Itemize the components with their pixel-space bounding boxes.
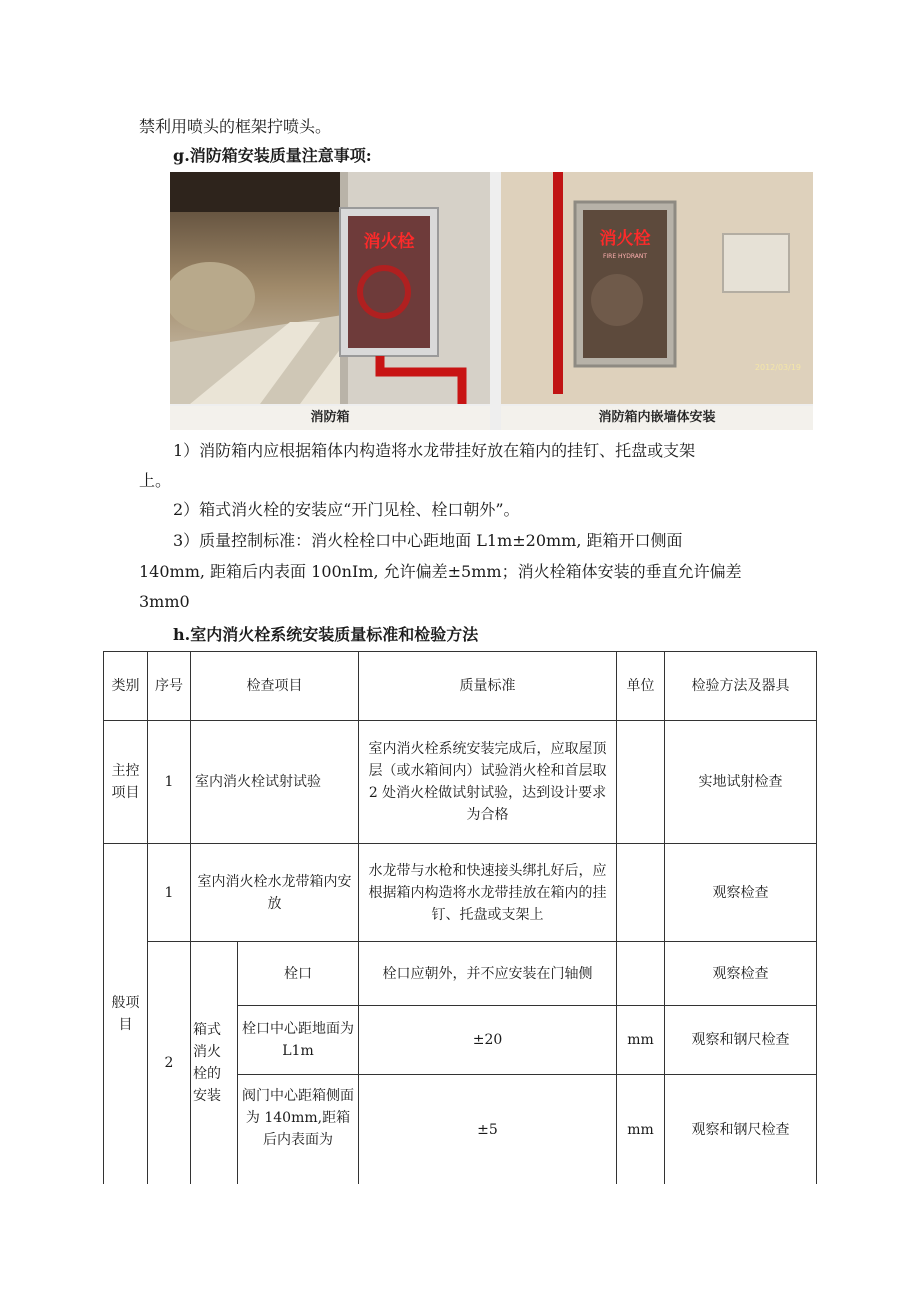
table-row	[104, 942, 817, 1006]
quality-standard-table	[103, 651, 817, 1185]
item-2: 2）箱式消火栓的安装应“开门见栓、栓口朝外”。	[173, 500, 520, 519]
general-row2-sub1-method: 观察检查	[665, 942, 817, 1006]
header-category: 类别	[104, 652, 148, 721]
sign-subtext-right: FIRE HYDRANT	[602, 253, 648, 260]
main-unit	[617, 721, 665, 844]
general-row2-seq: 2	[148, 942, 191, 1185]
main-method: 实地试射检查	[665, 721, 817, 844]
sign-text-left: 消火栓	[363, 232, 415, 252]
header-standard: 质量标准	[359, 652, 617, 721]
general-category: 般项目	[104, 844, 148, 1185]
item-1-line-b: 上。	[139, 471, 172, 490]
page-bottom-mask	[100, 1184, 820, 1301]
general-row2-sub1-item: 栓口	[238, 942, 359, 1006]
sign-text-right: 消火栓	[599, 229, 651, 249]
general-row1-seq: 1	[148, 844, 191, 942]
general-row2-sub3-standard: ±5	[359, 1075, 617, 1185]
main-standard: 室内消火栓系统安装完成后，应取屋顶层（或水箱间内）试验消火栓和首层取 2 处消火栓做试射试验，达到设计要求为合格	[359, 721, 617, 844]
photo-recessed-box	[501, 172, 813, 404]
photo-recessed-box-svg	[501, 172, 813, 404]
text-line-1: 禁利用喷头的框架拧喷头。	[139, 117, 332, 136]
section-g-heading: g.消防箱安装质量注意事项:	[173, 146, 372, 165]
item-1-line-a: 1）消防箱内应根据箱体内构造将水龙带挂好放在箱内的挂钉、托盘或支架	[173, 441, 696, 460]
header-unit: 单位	[617, 652, 665, 721]
photo-figure	[170, 172, 813, 430]
photo-fire-box	[170, 172, 490, 404]
general-row2-sub2-unit: mm	[617, 1006, 665, 1075]
general-row2-sub3-unit: mm	[617, 1075, 665, 1185]
photo-fire-box-svg	[170, 172, 490, 404]
caption-recessed-box: 消防箱内嵌墙体安装	[501, 406, 813, 430]
general-row2-sub1-unit	[617, 942, 665, 1006]
table-row	[104, 721, 817, 844]
date-stamp: 2012/03/19	[754, 363, 801, 372]
general-row1-standard: 水龙带与水枪和快速接头绑扎好后，应根据箱内构造将水龙带挂放在箱内的挂钉、托盘或支架上	[359, 844, 617, 942]
caption-fire-box: 消防箱	[170, 406, 490, 430]
table-header-row	[104, 652, 817, 721]
item-3-line-b: 140mm, 距箱后内表面 100nIm, 允许偏差±5mm；消火栓箱体安装的垂直允许偏差	[139, 562, 742, 581]
header-seq: 序号	[148, 652, 191, 721]
section-h-heading: h.室内消火栓系统安装质量标准和检验方法	[173, 625, 479, 644]
main-category: 主控项目	[104, 721, 148, 844]
general-row2-sub1-standard: 栓口应朝外，并不应安装在门轴侧	[359, 942, 617, 1006]
item-3-line-a: 3）质量控制标准：消火栓栓口中心距地面 L1m±20mm, 距箱开口侧面	[173, 531, 683, 550]
header-method: 检验方法及器具	[665, 652, 817, 721]
general-row1-item: 室内消火栓水龙带箱内安放	[191, 844, 359, 942]
general-row2-sub2-item: 栓口中心距地面为 L1m	[238, 1006, 359, 1075]
general-row2-sub2-method: 观察和钢尺检查	[665, 1006, 817, 1075]
table-row	[104, 844, 817, 942]
general-row2-sub2-standard: ±20	[359, 1006, 617, 1075]
item-3-line-c: 3mm0	[139, 592, 190, 611]
general-row2-sub3-item: 阀门中心距箱侧面为 140mm,距箱后内表面为	[238, 1075, 359, 1185]
general-row1-unit	[617, 844, 665, 942]
main-seq: 1	[148, 721, 191, 844]
general-row2-sub3-method: 观察和钢尺检查	[665, 1075, 817, 1185]
general-row2-group: 箱式消火栓的安装	[191, 942, 238, 1185]
general-row1-method: 观察检查	[665, 844, 817, 942]
header-item: 检查项目	[191, 652, 359, 721]
main-item: 室内消火栓试射试验	[191, 721, 359, 844]
